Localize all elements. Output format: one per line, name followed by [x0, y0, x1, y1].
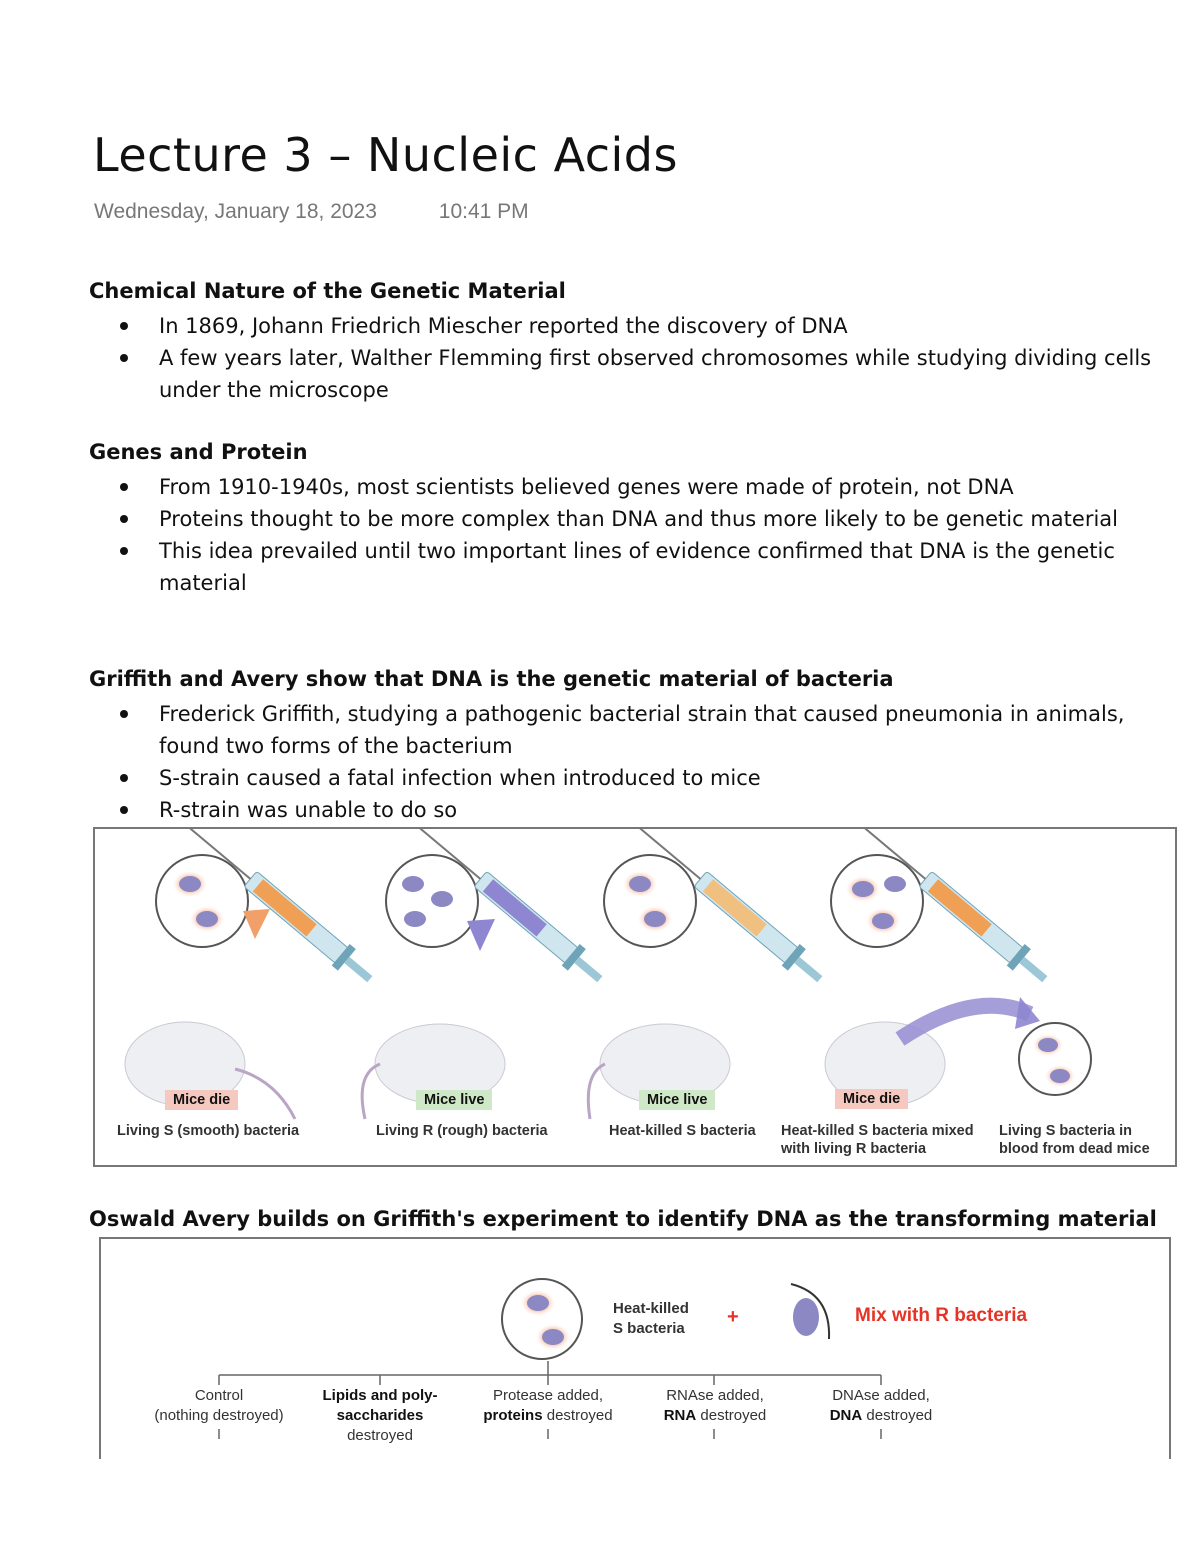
treatment-emphasis: DNA — [829, 1407, 863, 1424]
treatment-line: (nothing destroyed) — [154, 1407, 284, 1424]
treatment-emphasis: saccharides — [336, 1407, 424, 1424]
panel-1-illustration — [125, 829, 379, 1119]
bullet-list — [89, 471, 1169, 599]
treatment-text: destroyed — [696, 1407, 767, 1424]
griffith-illustration — [95, 829, 1175, 1165]
list-item: Proteins thought to be more complex than DNA and thus more likely to be genetic material — [89, 503, 1169, 535]
section-heading: Chemical Nature of the Genetic Material — [89, 279, 566, 303]
treatment-line — [801, 1406, 961, 1426]
section-chemical-nature — [89, 276, 1169, 406]
bacteria-magnifier-icon — [604, 855, 696, 947]
treatment-line — [300, 1386, 460, 1406]
page-title: Lecture 3 – Nucleic Acids — [93, 128, 678, 182]
plus-sign: + — [727, 1306, 739, 1328]
panel-caption: Living S (smooth) bacteria — [117, 1123, 300, 1139]
page-date: Wednesday, January 18, 2023 — [94, 200, 377, 223]
page-time: 10:41 PM — [438, 200, 529, 223]
bacteria-magnifier-icon — [831, 855, 923, 947]
panel-3-illustration — [588, 829, 829, 1119]
section-genes-and-protein — [89, 437, 1169, 599]
list-item: Frederick Griffith, studying a pathogenic bacterial strain that caused pneumonia in animals, found two forms of the bacterium — [89, 698, 1169, 762]
treatment-line — [635, 1406, 795, 1426]
mix-label: Mix with R bacteria — [855, 1305, 1028, 1326]
section-avery — [89, 1204, 1157, 1238]
list-item: From 1910-1940s, most scientists believed genes were made of protein, not DNA — [89, 471, 1169, 503]
treatment-dnase — [801, 1386, 961, 1426]
arrow-icon — [900, 1006, 1030, 1039]
treatment-protease — [459, 1386, 637, 1426]
treatment-line: Protease added, — [492, 1387, 604, 1404]
outcome-badge: Mice live — [639, 1090, 715, 1110]
section-griffith-avery — [89, 664, 1169, 826]
treatment-line — [459, 1406, 637, 1426]
section-heading: Griffith and Avery show that DNA is the genetic material of bacteria — [89, 667, 894, 691]
treatment-text: and poly- — [366, 1387, 438, 1404]
griffith-experiment-figure — [93, 827, 1177, 1167]
treatment-line: RNAse added, — [666, 1387, 764, 1404]
treatment-rnase — [635, 1386, 795, 1426]
treatment-control — [129, 1386, 309, 1426]
treatment-emphasis: RNA — [663, 1407, 697, 1424]
list-item: R-strain was unable to do so — [89, 794, 1169, 826]
section-heading: Oswald Avery builds on Griffith's experiment to identify DNA as the transforming material — [89, 1207, 1157, 1231]
bullet-list — [89, 698, 1169, 826]
treatment-text: destroyed — [542, 1407, 613, 1424]
treatment-emphasis: Lipids — [322, 1387, 367, 1404]
avery-illustration — [101, 1239, 1169, 1459]
heat-killed-line: S bacteria — [613, 1320, 685, 1337]
avery-experiment-figure — [99, 1237, 1171, 1459]
treatment-text: destroyed — [862, 1407, 933, 1424]
treatment-line: Control — [194, 1387, 244, 1404]
panel-caption: Heat-killed S bacteria mixed with living R bacteria — [781, 1123, 974, 1157]
list-item: S-strain caused a fatal infection when introduced to mice — [89, 762, 1169, 794]
outcome-badge: Mice live — [416, 1090, 492, 1110]
panel-caption: Heat-killed S bacteria — [609, 1123, 756, 1139]
bacteria-magnifier-icon — [156, 855, 248, 947]
panel-caption: Living R (rough) bacteria — [376, 1123, 548, 1139]
treatment-line — [300, 1406, 460, 1426]
panel-4-illustration — [825, 829, 1091, 1106]
outcome-badge: Mice die — [835, 1089, 908, 1109]
list-item: A few years later, Walther Flemming first observed chromosomes while studying dividing cells under the microscope — [89, 342, 1169, 406]
result-caption: Living S bacteria in blood from dead mice — [999, 1123, 1150, 1157]
list-item: In 1869, Johann Friedrich Miescher reported the discovery of DNA — [89, 310, 1169, 342]
section-heading: Genes and Protein — [89, 440, 308, 464]
treatment-line: destroyed — [347, 1427, 413, 1444]
panel-2-illustration — [362, 829, 609, 1119]
bullet-list — [89, 310, 1169, 406]
treatment-line: DNAse added, — [832, 1387, 930, 1404]
treatment-emphasis: proteins — [483, 1407, 543, 1424]
page-timestamp — [94, 200, 529, 224]
heat-killed-label — [613, 1299, 689, 1339]
heat-killed-line: Heat-killed — [613, 1300, 689, 1317]
list-item: This idea prevailed until two important lines of evidence confirmed that DNA is the genetic material — [89, 535, 1169, 599]
outcome-badge: Mice die — [165, 1090, 238, 1110]
treatment-lipids — [300, 1386, 460, 1446]
